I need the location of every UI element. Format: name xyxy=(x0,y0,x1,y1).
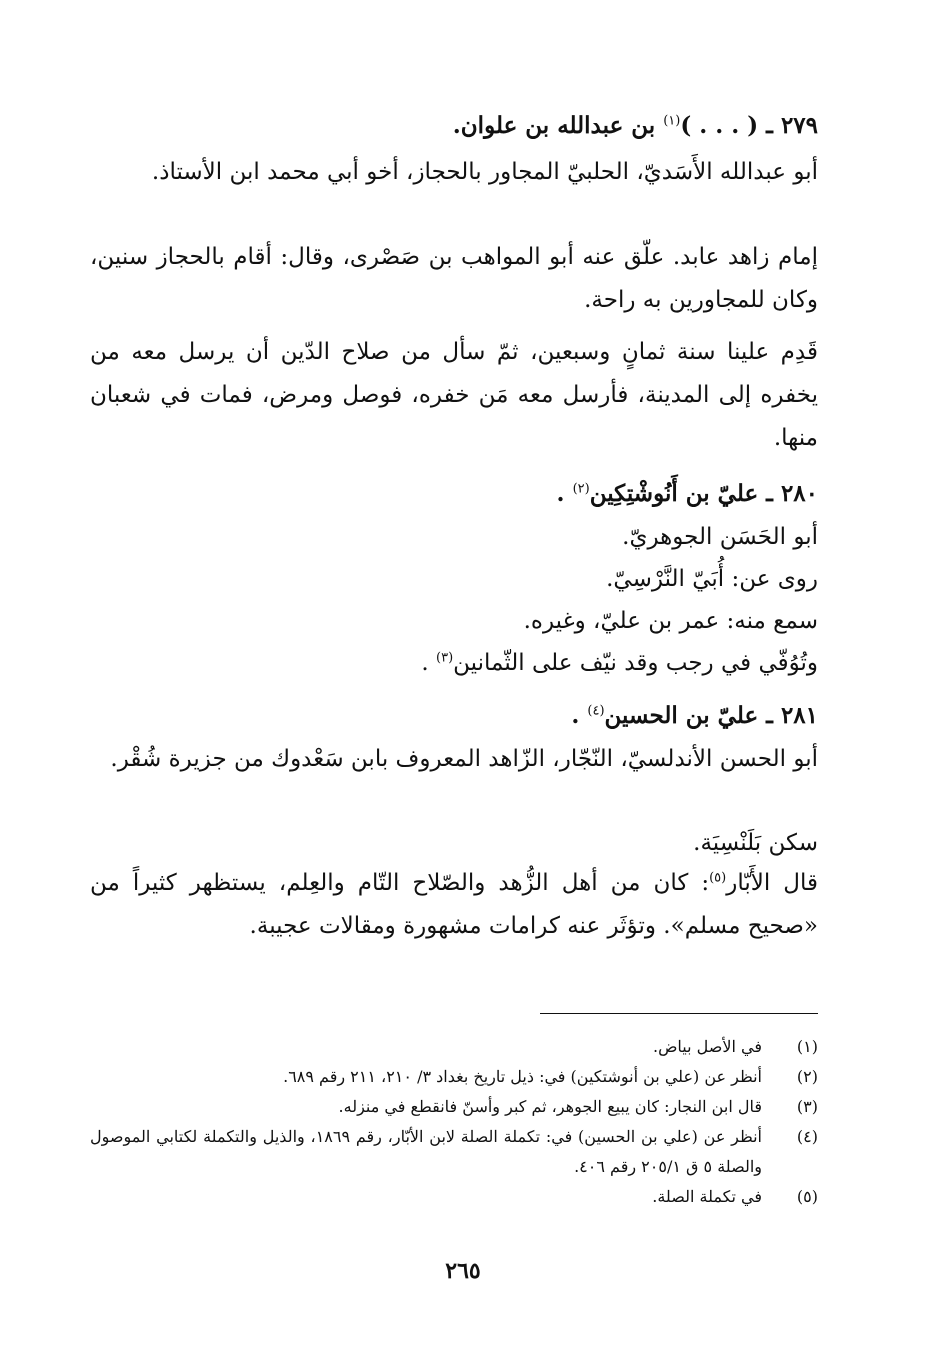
page-number: ٢٦٥ xyxy=(445,1258,481,1284)
entry-heading-tail: . xyxy=(571,702,588,729)
entry-heading-text: ٢٧٩ ـ ( . . . ) xyxy=(680,112,818,139)
footnote-ref: (٢) xyxy=(572,481,590,497)
footnote-text: في الأصل بياض. xyxy=(652,1037,762,1056)
entry-heading-279 xyxy=(90,104,818,147)
entry-heading-281 xyxy=(90,694,818,737)
paragraph: أبو عبدالله الأَسَديّ، الحلبيّ المجاور بالحجاز، أخو أبي محمد ابن الأستاذ. xyxy=(151,159,818,185)
footnote-ref: (٣) xyxy=(436,650,454,666)
entry-heading-text: ٢٨١ ـ عليّ بن الحسين xyxy=(604,702,818,729)
footnote-text: في تكملة الصلة. xyxy=(652,1187,762,1206)
footnote-number: (٤) xyxy=(796,1127,818,1146)
footnote xyxy=(90,1122,818,1182)
footnote xyxy=(90,1062,818,1092)
text-line: سمع منه: عمر بن عليّ، وغيره. xyxy=(523,608,818,634)
text-line xyxy=(90,642,818,685)
footnote-text: أنظر عن (علي بن أنوشتكين) في: ذيل تاريخ بغداد ٣/ ٢١٠، ٢١١ رقم ٦٨٩. xyxy=(283,1067,762,1086)
entry-heading-text: ٢٨٠ ـ عليّ بن أَنُوشْتِكِين xyxy=(589,480,818,507)
text-line: أبو الحَسَن الجوهريّ. xyxy=(622,524,818,550)
paragraph xyxy=(90,862,818,948)
text-line-tail: . xyxy=(421,650,437,676)
footnote-number: (٣) xyxy=(796,1097,818,1116)
text-line: روى عن: أُبَيّ النَّرْسِيّ. xyxy=(606,566,818,592)
text-line-main: وتُوُفّي في رجب وقد نيّف على الثّمانين xyxy=(453,650,818,676)
paragraph: قَدِم علينا سنة ثمانٍ وسبعين، ثمّ سأل من صلاح الدّين أن يرسل معه من يخفره إلى المدينة، فأرسل معه مَن خفره، فوصل ومرض، فمات في شعبان منها. xyxy=(90,339,818,451)
quote-start: قال الأَبّار xyxy=(726,870,818,896)
footnote xyxy=(90,1182,818,1212)
footnote-separator xyxy=(540,1013,818,1014)
footnote-number: (١) xyxy=(796,1037,818,1056)
footnote-ref: (٤) xyxy=(587,703,605,719)
quote-rest: : كان من أهل الزُّهد والصّلاح التّام والعِلم، يستظهر كثيراً من «صحيح مسلم». وتؤثَر عنه كرامات مشهورة ومقالات عجيبة. xyxy=(90,870,818,939)
paragraph: أبو الحسن الأندلسيّ، النّجّار، الزّاهد المعروف بابن سَعْدوك من جزيرة شُقْر. xyxy=(110,746,818,772)
footnotes xyxy=(90,1032,818,1212)
footnote-number: (٥) xyxy=(796,1187,818,1206)
entry-heading-280 xyxy=(90,472,818,515)
paragraph: سكن بَلَنْسِيَة. xyxy=(693,830,818,856)
footnote xyxy=(90,1092,818,1122)
footnote xyxy=(90,1032,818,1062)
entry-heading-tail: بن عبدالله بن علوان. xyxy=(452,112,664,139)
footnote-number: (٢) xyxy=(796,1067,818,1086)
paragraph: إمام زاهد عابد. علّق عنه أبو المواهب بن صَصْرى، وقال: أقام بالحجاز سنين، وكان للمجاورين به راحة. xyxy=(90,244,818,313)
footnote-ref: (٥) xyxy=(709,870,727,886)
footnote-text: أنظر عن (علي بن الحسين) في: تكملة الصلة لابن الأبّار، رقم ١٨٦٩، والذيل والتكملة لكتابي الموصول والصلة ٥ ق ٢٠٥/١ رقم ٤٠٦. xyxy=(90,1127,763,1176)
footnote-ref: (١) xyxy=(663,113,681,129)
entry-heading-tail: . xyxy=(556,480,573,507)
footnote-text: قال ابن النجار: كان يبيع الجوهر، ثم كبر وأسنّ فانقطع في منزله. xyxy=(338,1097,762,1116)
